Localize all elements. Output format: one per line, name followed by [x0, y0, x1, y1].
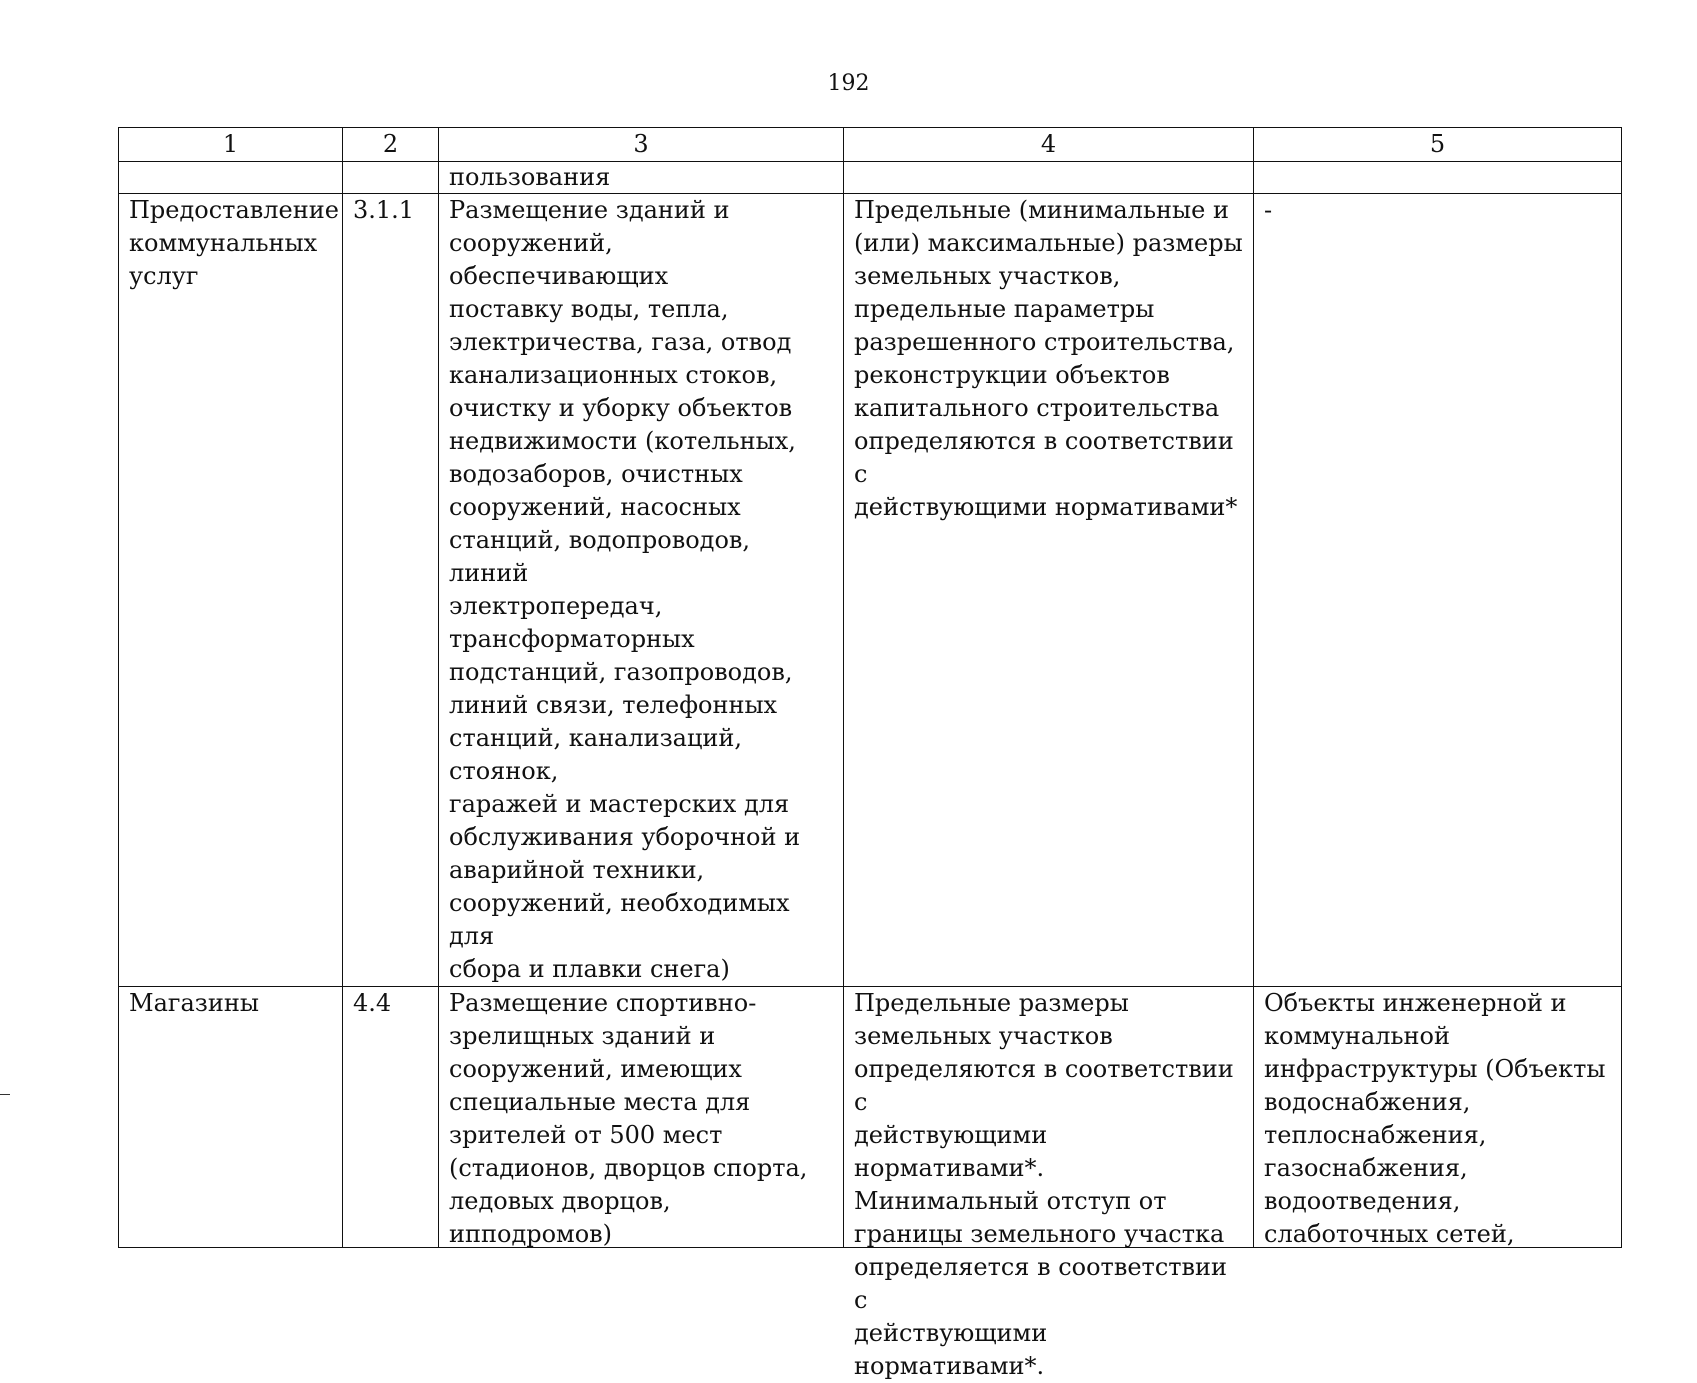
use-type-description: Размещение зданий и сооружений, обеспечивающих поставку воды, тепла, электричества, газа, отвод канализационных стоков, очистку и уборку объектов недвижимости (котельных, водозаборов, очистных сооружений, насосных станций, водопроводов, линий электропередач, трансформаторных подстанций, газопроводов, линий связи, телефонных станций, канализаций, стоянок, гаражей и мастерских для обслуживания уборочной и аварийной техники, сооружений, необходимых для сбора и плавки снега): [439, 194, 844, 987]
use-type-code: 3.1.1: [343, 194, 439, 987]
continuation-cell-2: [343, 162, 439, 194]
header-col-5: 5: [1254, 128, 1622, 162]
header-col-1: 1: [119, 128, 343, 162]
use-type-parameters: Предельные (минимальные и (или) максимальные) размеры земельных участков, предельные параметры разрешенного строительства, реконструкции объектов капитального строительства определяются в соответствии с действующими нормативами*: [844, 194, 1254, 987]
header-col-3: 3: [439, 128, 844, 162]
page-number: 192: [827, 71, 870, 96]
continuation-cell-3: пользования: [439, 162, 844, 194]
use-type-restrictions: Объекты инженерной и коммунальной инфраструктуры (Объекты водоснабжения, теплоснабжения, газоснабжения, водоотведения, слаботочных сетей,: [1264, 989, 1606, 1248]
continuation-cell-4: [844, 162, 1254, 194]
use-type-parameters-cell: [844, 987, 1254, 1380]
use-type-code-cell: [343, 987, 439, 1248]
use-type-restrictions: -: [1254, 194, 1622, 987]
use-type-code: 4.4: [353, 989, 392, 1017]
use-type-restrictions-cell: [1254, 987, 1622, 1248]
use-type-name-cell: [119, 987, 343, 1248]
header-col-2: 2: [343, 128, 439, 162]
margin-mark: [0, 1094, 10, 1095]
header-col-4: 4: [844, 128, 1254, 162]
use-type-parameters: Предельные размеры земельных участков определяются в соответствии с действующими нормативами*. Минимальный отступ от границы земельного участка определяется в соответствии с действующими нормативами*.: [854, 989, 1234, 1380]
continuation-cell-5: [1254, 162, 1622, 194]
use-type-description-cell: [439, 987, 844, 1248]
header-row: [119, 128, 1622, 162]
continuation-row: [119, 162, 1622, 194]
use-type-name: Магазины: [129, 989, 259, 1017]
continuation-cell-1: [119, 162, 343, 194]
use-type-description: Размещение спортивно- зрелищных зданий и сооружений, имеющих специальные места для зрителей от 500 мест (стадионов, дворцов спорта, ледовых дворцов, ипподромов): [449, 989, 808, 1248]
use-type-name: Предоставление коммунальных услуг: [119, 194, 343, 987]
table-row: [119, 987, 1622, 1248]
regulations-table: [118, 127, 1622, 1380]
table-row: [119, 194, 1622, 987]
